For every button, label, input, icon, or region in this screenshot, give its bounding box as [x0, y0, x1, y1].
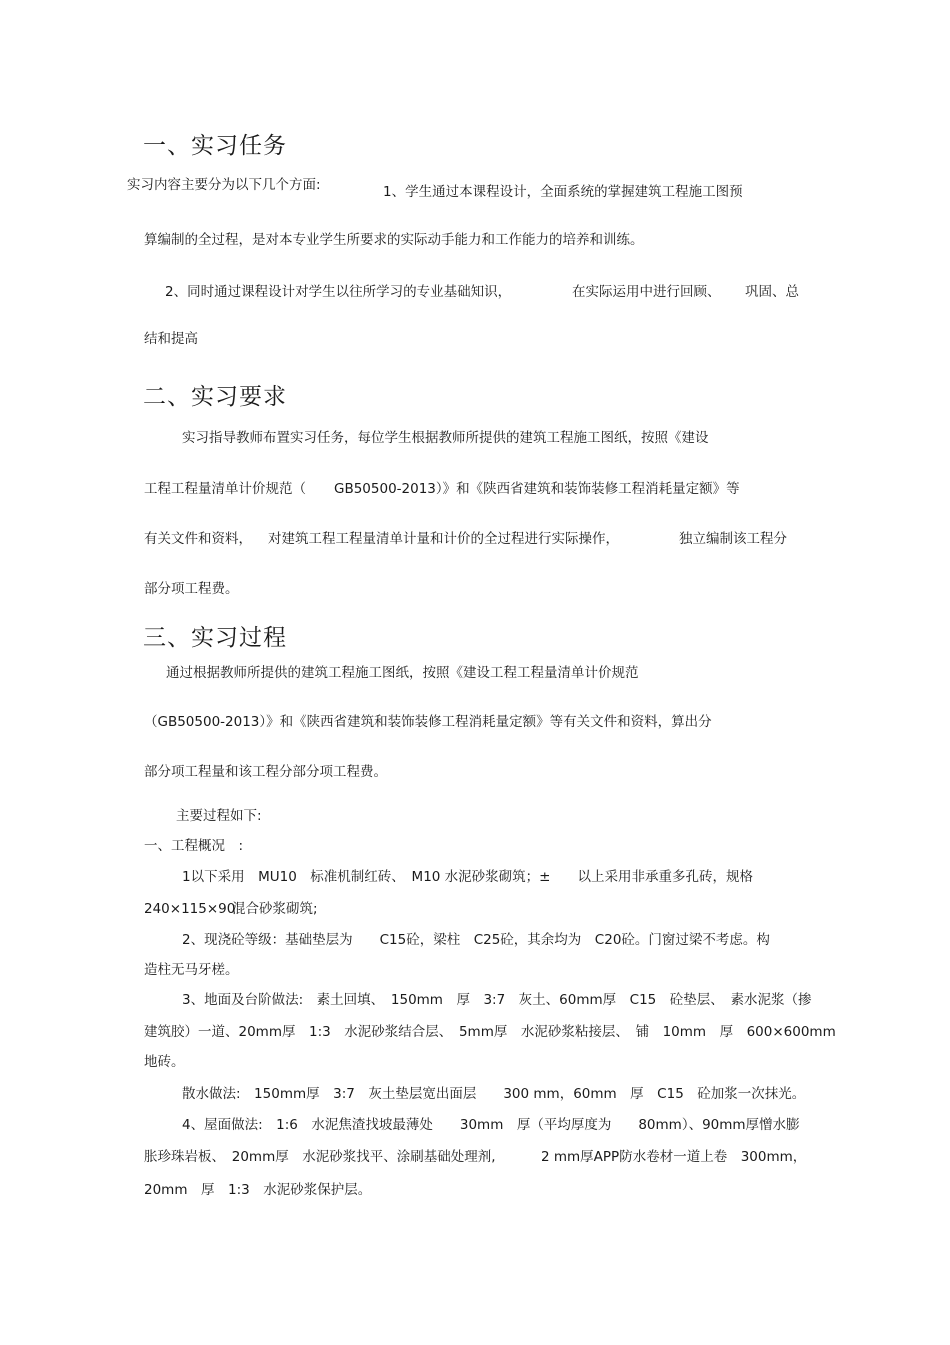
paragraph-line: 胀珍珠岩板、 20mm厚 水泥砂浆找平、涂刷基础处理剂, — [144, 1149, 496, 1165]
paragraph-line: 地砖。 — [144, 1054, 185, 1070]
paragraph-line: （GB50500-2013）》和《陕西省建筑和装饰装修工程消耗量定额》等有关文件和资料，算出分 — [144, 714, 712, 730]
paragraph-line: 通过根据教师所提供的建筑工程施工图纸，按照《建设工程工程量清单计价规范 — [166, 665, 639, 681]
section-heading-process: 三、实习过程 — [143, 625, 287, 651]
paragraph-line: 3、地面及台阶做法: 素土回填、 150mm 厚 3:7 灰土、60mm厚 C15 砼垫层、 素水泥浆（掺 — [182, 992, 812, 1008]
paragraph-line: 建筑胶）一道、20mm厚 1:3 水泥砂浆结合层、 5mm厚 水泥砂浆粘接层、 铺 10mm 厚 600×600mm — [144, 1024, 836, 1040]
paragraph-line: 工程工程量清单计价规范（ — [144, 481, 306, 497]
paragraph-line: 主要过程如下: — [176, 808, 262, 824]
paragraph-line: 有关文件和资料， — [144, 531, 252, 547]
paragraph-line: 散水做法: 150mm厚 3:7 灰土垫层宽出面层 300 mm，60mm 厚 C15 砼加浆一次抹光。 — [182, 1086, 806, 1102]
paragraph-line: 20mm 厚 1:3 水泥砂浆保护层。 — [144, 1182, 372, 1198]
paragraph-line: 结和提高 — [144, 331, 198, 347]
paragraph-line: 实习指导教师布置实习任务，每位学生根据教师所提供的建筑工程施工图纸，按照《建设 — [182, 430, 709, 446]
paragraph-line: 4、屋面做法: 1:6 水泥焦渣找坡最薄处 30mm 厚（平均厚度为 80mm）、90mm厚憎水膨 — [182, 1117, 800, 1133]
paragraph-line: 算编制的全过程，是对本专业学生所要求的实际动手能力和工作能力的培养和训练。 — [144, 232, 644, 248]
paragraph-line: 240×115×90 — [144, 901, 236, 917]
paragraph-line: 混合砂浆砌筑; — [232, 901, 318, 917]
paragraph-line: 实习内容主要分为以下几个方面: — [127, 177, 321, 193]
paragraph-line: 在实际运用中进行回顾、 — [572, 284, 721, 300]
paragraph-line: 部分项工程量和该工程分部分项工程费。 — [144, 764, 387, 780]
section-heading-task: 一、实习任务 — [143, 133, 287, 159]
paragraph-line: 1、学生通过本课程设计，全面系统的掌握建筑工程施工图预 — [383, 184, 743, 200]
paragraph-line: 1以下采用 MU10 标准机制红砖、 M10 水泥砂浆砌筑；± 以上采用非承重多孔砖，规格 — [182, 869, 753, 885]
section-heading-requirements: 二、实习要求 — [143, 384, 287, 410]
paragraph-line: 2 mm厚APP防水卷材一道上卷 300mm， — [541, 1149, 807, 1165]
paragraph-line: 独立编制该工程分 — [679, 531, 787, 547]
paragraph-line: 一、工程概况 : — [144, 838, 244, 854]
paragraph-line: 巩固、总 — [745, 284, 799, 300]
paragraph-line: GB50500-2013）》和《陕西省建筑和装饰装修工程消耗量定额》等 — [334, 481, 740, 497]
paragraph-line: 造柱无马牙槎。 — [144, 962, 239, 978]
paragraph-line: 2、同时通过课程设计对学生以往所学习的专业基础知识， — [165, 284, 512, 300]
paragraph-line: 对建筑工程工程量清单计量和计价的全过程进行实际操作， — [268, 531, 619, 547]
paragraph-line: 2、现浇砼等级：基础垫层为 C15砼，梁柱 C25砼，其余均为 C20砼。门窗过梁不考虑。构 — [182, 932, 770, 948]
paragraph-line: 部分项工程费。 — [144, 581, 239, 597]
